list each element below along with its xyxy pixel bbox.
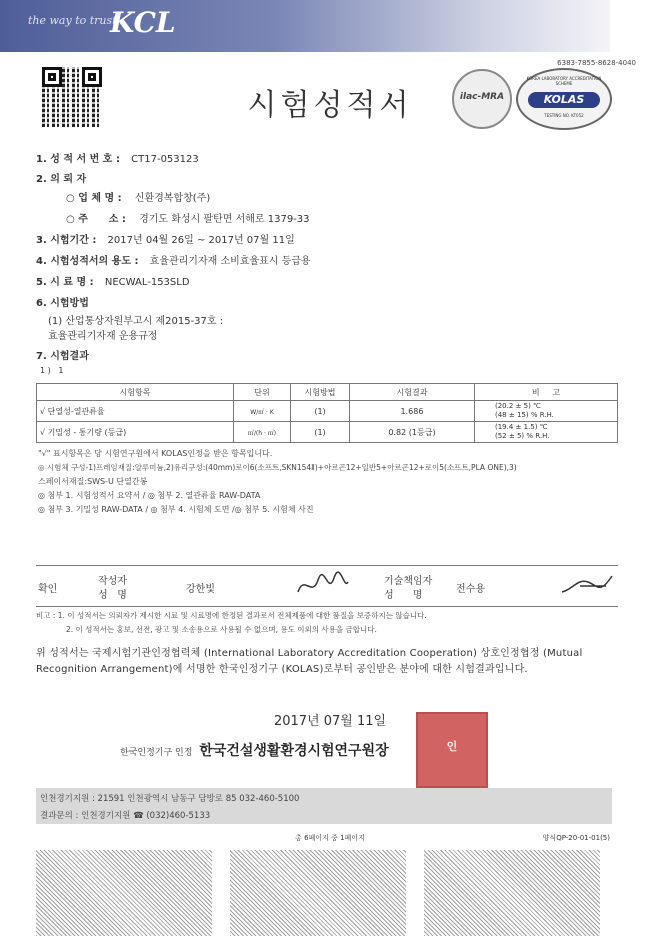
remarks [36,609,618,637]
result-heading [36,347,89,362]
test-result: 0.82 (1등급) [350,422,475,443]
period-label: 3. 시험기간 : [36,235,97,246]
tagline: the way to trust [28,14,117,27]
issuer [120,740,389,760]
form-number: 양식QP-20-01-01(5) [542,834,610,842]
test-item: √ 기밀성 - 통기량 (등급) [37,422,234,443]
official-seal [416,712,488,788]
note-line: 스페이서재질:SWS-U 단열간봉 [38,477,148,486]
tech-signature [560,572,614,600]
remark-temperature: (19.4 ± 1.5) ℃ [495,423,548,431]
kolas-logo-text: KOLAS [543,93,585,106]
test-unit: W/㎡ · K [234,401,291,422]
address-label: ○ 주 소 : [66,214,126,225]
result-subheading: 1 ) 1 [40,366,64,375]
purpose-row [36,252,311,267]
confirm-label: 확인 [38,584,58,595]
table-header: 비 고 [475,384,618,401]
tech-name: 전수용 [456,584,485,595]
method-line-2: 효율관리기자재 운용규정 [48,331,158,342]
ilac-mra-logo [452,69,512,129]
address-value: 경기도 화성시 팔탄면 서해로 1379-33 [139,214,310,225]
test-unit: ㎥/(h · ㎡) [234,422,291,443]
purpose-label: 4. 시험성적서의 용도 : [36,256,139,267]
tech-label-top: 기술책임자 [384,576,433,587]
test-method: (1) [291,401,350,422]
sample-label: 5. 시 료 명 : [36,277,94,288]
document-number: 6383-7855-8628-4040 [557,59,636,67]
writer-name: 강한빛 [186,584,215,595]
document-title: 시험성적서 [247,88,413,123]
remark-humidity: (48 ± 15) % R.H. [495,411,554,419]
table-row [37,401,618,422]
cert-number-row [36,150,199,165]
page-info: 총 6페이지 중 1페이지 [295,834,365,842]
client-label: 2. 의 뢰 자 [36,174,87,185]
tech-label-bottom: 성 명 [384,590,423,601]
remark-line: 비고 : 1. 이 성적서는 의뢰자가 제시한 시료 및 시료명에 한정된 결과로서 전체제품에 대한 품질을 보증하지는 않습니다. [36,611,427,620]
writer-label-bottom: 성 명 [98,590,127,601]
issuer-name: 한국건설생활환경시험연구원장 [199,743,389,759]
writer-signature [294,570,350,600]
note-line: ◎ 시험체 구성-1)프레임재질:알루미늄,2)유리구성:(40mm)로이6(소프트,SKN154Ⅱ)+아르곤12+일반5+아르곤12+로이5(소프트,PLA ONE),3) [38,463,517,472]
method-line-1: (1) 산업통상자원부고시 제2015-37호 : [48,316,224,327]
period-row [36,231,295,246]
note-line: "√" 표시항목은 당 시험연구원에서 KOLAS인정을 받은 항목입니다. [38,449,273,458]
table-header: 시험방법 [291,384,350,401]
test-remark [475,401,618,422]
security-pattern [230,850,406,936]
table-header: 시험결과 [350,384,475,401]
result-table [36,383,618,443]
table-header-row [37,384,618,401]
client-heading [36,170,86,185]
company-row [66,189,210,204]
test-method: (1) [291,422,350,443]
accreditation-statement: 위 성적서는 국제시험기관인정협력체 (International Laboratory Accreditation Cooperation) 상호인정협정 (Mutual Recognition Arrangement)에 서명한 한국인정기구 (KOLAS)로부터 공인받은 분야에 대한 시험결과입니다. [36,648,583,675]
kolas-bottom-text: TESTING NO. KT052 [544,113,584,118]
kolas-logo [516,68,612,130]
contact-box [36,788,612,824]
table-header: 시험항목 [37,384,234,401]
remark-humidity: (52 ± 5) % R.H. [495,432,550,440]
table-row [37,422,618,443]
signature-box [36,565,618,607]
contact-line: 인천경기지원 : 21591 인천광역시 남동구 담방로 85 032-460-5100 [40,794,300,804]
purpose-value: 효율관리기자재 소비효율표시 등급용 [149,256,311,267]
method-label: 6. 시험방법 [36,298,89,309]
test-item: √ 단열성-열관류율 [37,401,234,422]
security-pattern [36,850,212,936]
security-pattern [424,850,600,936]
ilac-logo-text: ilac-MRA [459,92,505,102]
kcl-logo: KCL [110,6,176,39]
note-line: ◎ 첨부 3. 기밀성 RAW-DATA / ◎ 첨부 4. 시험체 도면 /◎ 첨부 5. 시험체 사진 [38,505,314,514]
test-result: 1.686 [350,401,475,422]
test-remark [475,422,618,443]
address-row [66,210,310,225]
issue-date: 2017년 07월 11일 [273,714,387,729]
table-header: 단위 [234,384,291,401]
method-heading [36,294,89,309]
sample-row [36,273,190,288]
cert-number-value: CT17-053123 [131,154,199,165]
company-value: 신환경복합창(주) [134,193,211,204]
seal-text: 인 [446,740,458,753]
remark-line: 2. 이 성적서는 홍보, 선전, 광고 및 소송용으로 사용될 수 없으며, 용도 이외의 사용을 금합니다. [66,625,377,634]
sample-value: NECWAL-153SLD [104,277,190,288]
cert-number-label: 1. 성 적 서 번 호 : [36,154,120,165]
issuer-prefix: 한국인정기구 인정 [120,748,193,758]
contact-line: 결과문의 : 인천경기지원 ☎ (032)460-5133 [40,811,211,821]
company-label: ○ 업 체 명 : [66,193,122,204]
writer-label-top: 작성자 [98,576,127,587]
result-label: 7. 시험결과 [36,351,89,362]
remark-temperature: (20.2 ± 5) ℃ [495,402,541,410]
kolas-ring-text: KOREA LABORATORY ACCREDITATION SCHEME [526,76,602,86]
period-value: 2017년 04월 26일 ~ 2017년 07월 11일 [107,235,295,246]
note-line: ◎ 첨부 1. 시험성적서 요약서 / ◎ 첨부 2. 열관류율 RAW-DATA [38,491,261,500]
